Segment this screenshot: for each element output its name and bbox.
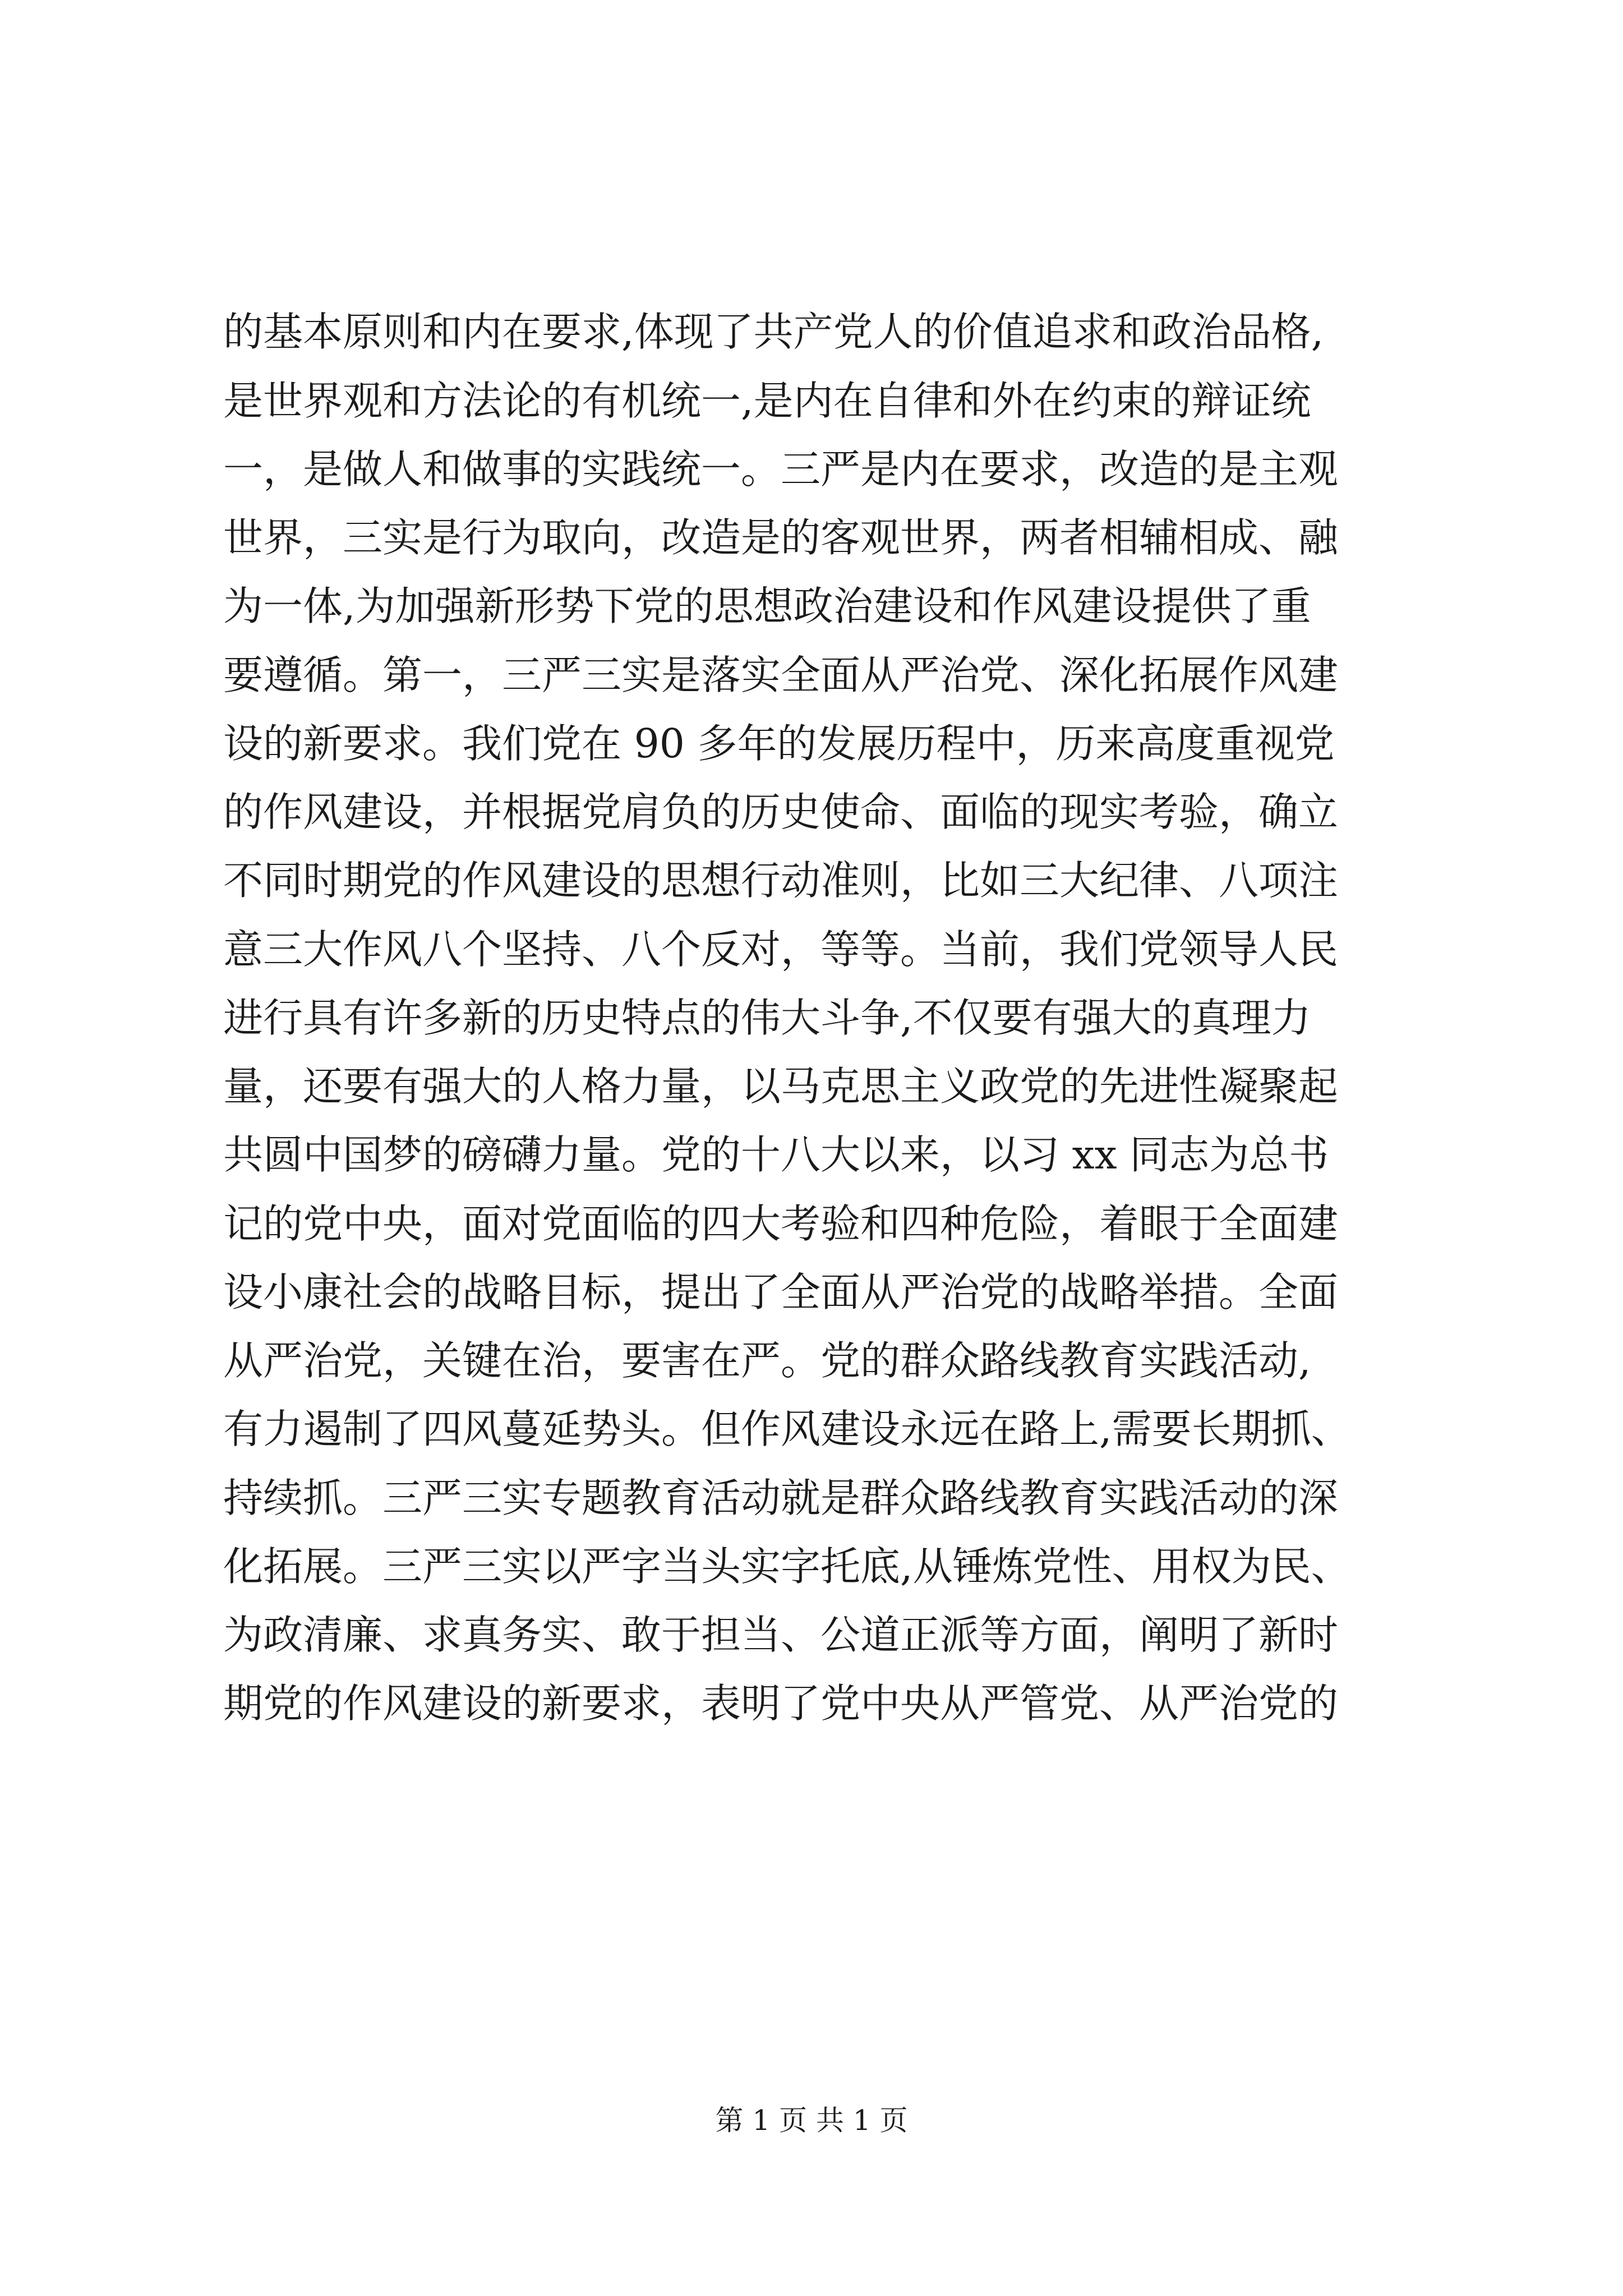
text-line: 设的新要求。我们党在 90 多年的发展历程中，历来高度重视党 <box>223 720 1335 767</box>
text-line: 有力遏制了四风蔓延势头。但作风建设永远在路上,需要长期抓、 <box>223 1406 1351 1452</box>
text-line: 进行具有许多新的历史特点的伟大斗争,不仅要有强大的真理力 <box>223 995 1311 1041</box>
text-line: 不同时期党的作风建设的思想行动准则，比如三大纪律、八项注 <box>223 857 1339 904</box>
text-line: 为政清廉、求真务实、敢于担当、公道正派等方面，阐明了新时 <box>223 1612 1339 1658</box>
text-line: 的基本原则和内在要求,体现了共产党人的价值追求和政治品格, <box>223 309 1324 355</box>
text-line: 世界，三实是行为取向，改造是的客观世界，两者相辅相成、融 <box>223 514 1339 561</box>
text-line: 从严治党，关键在治，要害在严。党的群众路线教育实践活动, <box>223 1337 1311 1384</box>
page-footer: 第 1 页 共 1 页 <box>715 2104 908 2137</box>
text-line: 是世界观和方法论的有机统一,是内在自律和外在约束的辩证统 <box>223 378 1311 424</box>
text-line: 持续抓。三严三实专题教育活动就是群众路线教育实践活动的深 <box>223 1475 1339 1521</box>
text-line: 要遵循。第一，三严三实是落实全面从严治党、深化拓展作风建 <box>223 652 1339 698</box>
text-line: 化拓展。三严三实以严字当头实字托底,从锤炼党性、用权为民、 <box>223 1543 1351 1590</box>
text-line: 共圆中国梦的磅礴力量。党的十八大以来，以习 xx 同志为总书 <box>223 1131 1329 1178</box>
text-line: 量，还要有强大的人格力量，以马克思主义政党的先进性凝聚起 <box>223 1063 1339 1110</box>
text-line: 设小康社会的战略目标，提出了全面从严治党的战略举措。全面 <box>223 1269 1339 1315</box>
text-line: 的作风建设，并根据党肩负的历史使命、面临的现实考验，确立 <box>223 789 1339 835</box>
text-line: 为一体,为加强新形势下党的思想政治建设和作风建设提供了重 <box>223 583 1311 629</box>
text-line: 一，是做人和做事的实践统一。三严是内在要求，改造的是主观 <box>223 446 1339 493</box>
text-line: 记的党中央，面对党面临的四大考验和四种危险，着眼于全面建 <box>223 1200 1339 1247</box>
text-line: 意三大作风八个坚持、八个反对，等等。当前，我们党领导人民 <box>223 926 1339 973</box>
text-line: 期党的作风建设的新要求，表明了党中央从严管党、从严治党的 <box>223 1680 1339 1727</box>
